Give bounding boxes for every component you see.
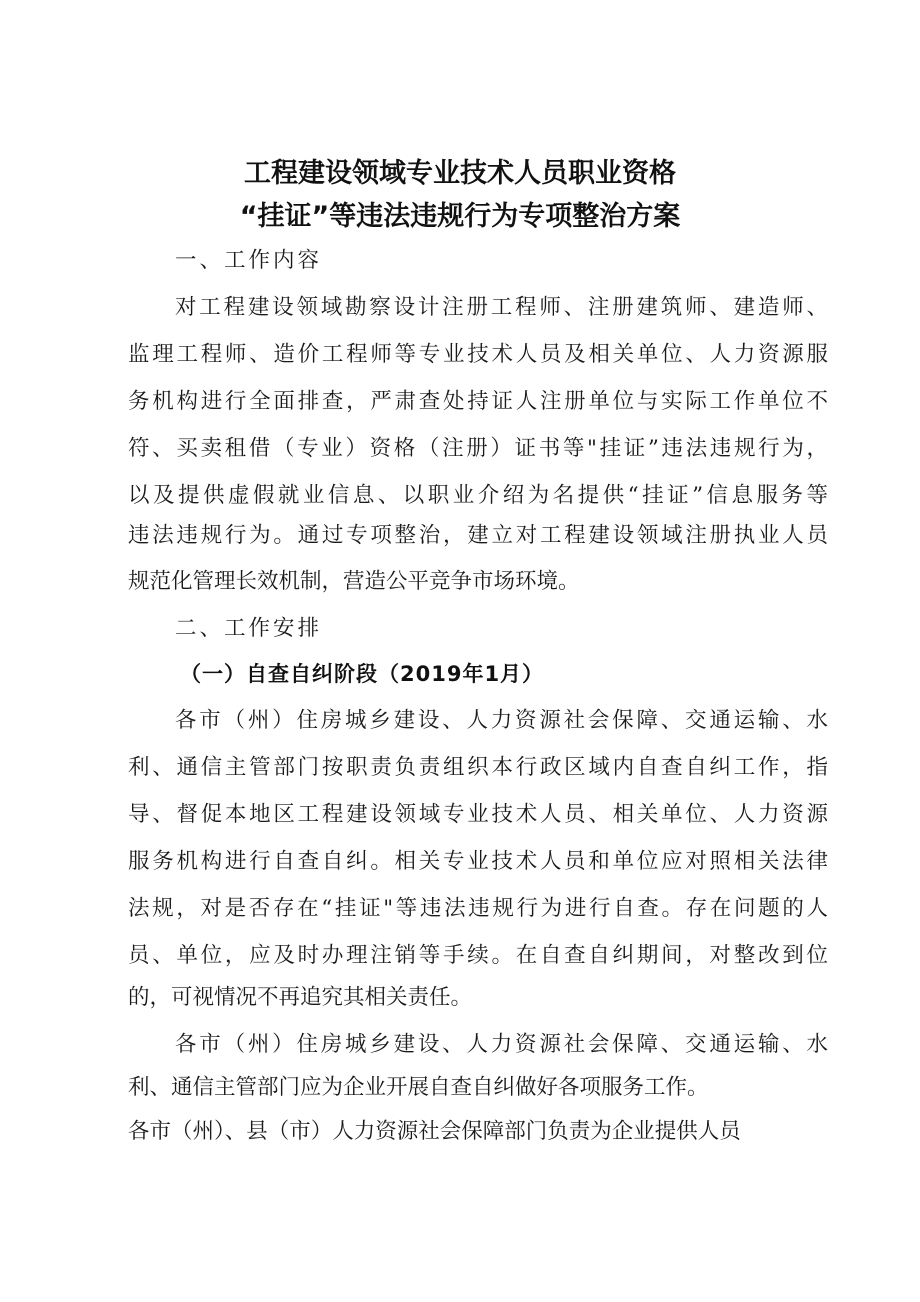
document-title-line-1: 工程建设领域专业技术人员职业资格: [244, 158, 676, 189]
section-2-heading: 二、工作安排: [175, 616, 323, 641]
paragraph-line: 违法违规行为。通过专项整治，建立对工程建设领域注册执业人员: [128, 523, 828, 548]
paragraph-line: 符、买卖租借（专业）资格（注册）证书等"挂证”违法违规行为，: [128, 436, 828, 461]
paragraph-line: 规范化管理长效机制，营造公平竞争市场环境。: [128, 569, 580, 594]
paragraph-line: 各市（州）住房城乡建设、人力资源社会保障、交通运输、水: [175, 1032, 828, 1057]
paragraph-line: 监理工程师、造价工程师等专业技术人员及相关单位、人力资源服: [128, 342, 828, 367]
paragraph-line: 利、通信主管部门应为企业开展自查自纠做好各项服务工作。: [128, 1075, 709, 1100]
paragraph-line: 的，可视情况不再追究其相关责任。: [128, 985, 473, 1010]
paragraph-line: 员、单位，应及时办理注销等手续。在自查自纠期间，对整改到位: [128, 943, 828, 968]
paragraph-line: 法规，对是否存在“挂证"等违法违规行为进行自查。存在问题的人: [128, 896, 828, 921]
paragraph-line: 各市（州）住房城乡建设、人力资源社会保障、交通运输、水: [175, 708, 828, 733]
section-1-heading: 一、工作内容: [175, 248, 323, 273]
paragraph-line: 导、督促本地区工程建设领域专业技术人员、相关单位、人力资源: [128, 802, 828, 827]
paragraph-line: 各市（州）、县（市）人力资源社会保障部门负责为企业提供人员: [128, 1119, 741, 1144]
subsection-1-heading: （一）自查自纠阶段（2019年1月）: [180, 662, 545, 686]
paragraph-line: 务机构进行全面排查，严肃查处持证人注册单位与实际工作单位不: [128, 389, 828, 414]
paragraph-line: 对工程建设领域勘察设计注册工程师、注册建筑师、建造师、: [175, 295, 828, 320]
paragraph-line: 服务机构进行自查自纠。相关专业技术人员和单位应对照相关法律: [128, 849, 828, 874]
paragraph-line: 利、通信主管部门按职责负责组织本行政区域内自查自纠工作，指: [128, 755, 828, 780]
paragraph-line: 以及提供虚假就业信息、以职业介绍为名提供“挂证”信息服务等: [128, 483, 828, 508]
document-title-line-2: “挂证”等违法违规行为专项整治方案: [239, 201, 681, 232]
